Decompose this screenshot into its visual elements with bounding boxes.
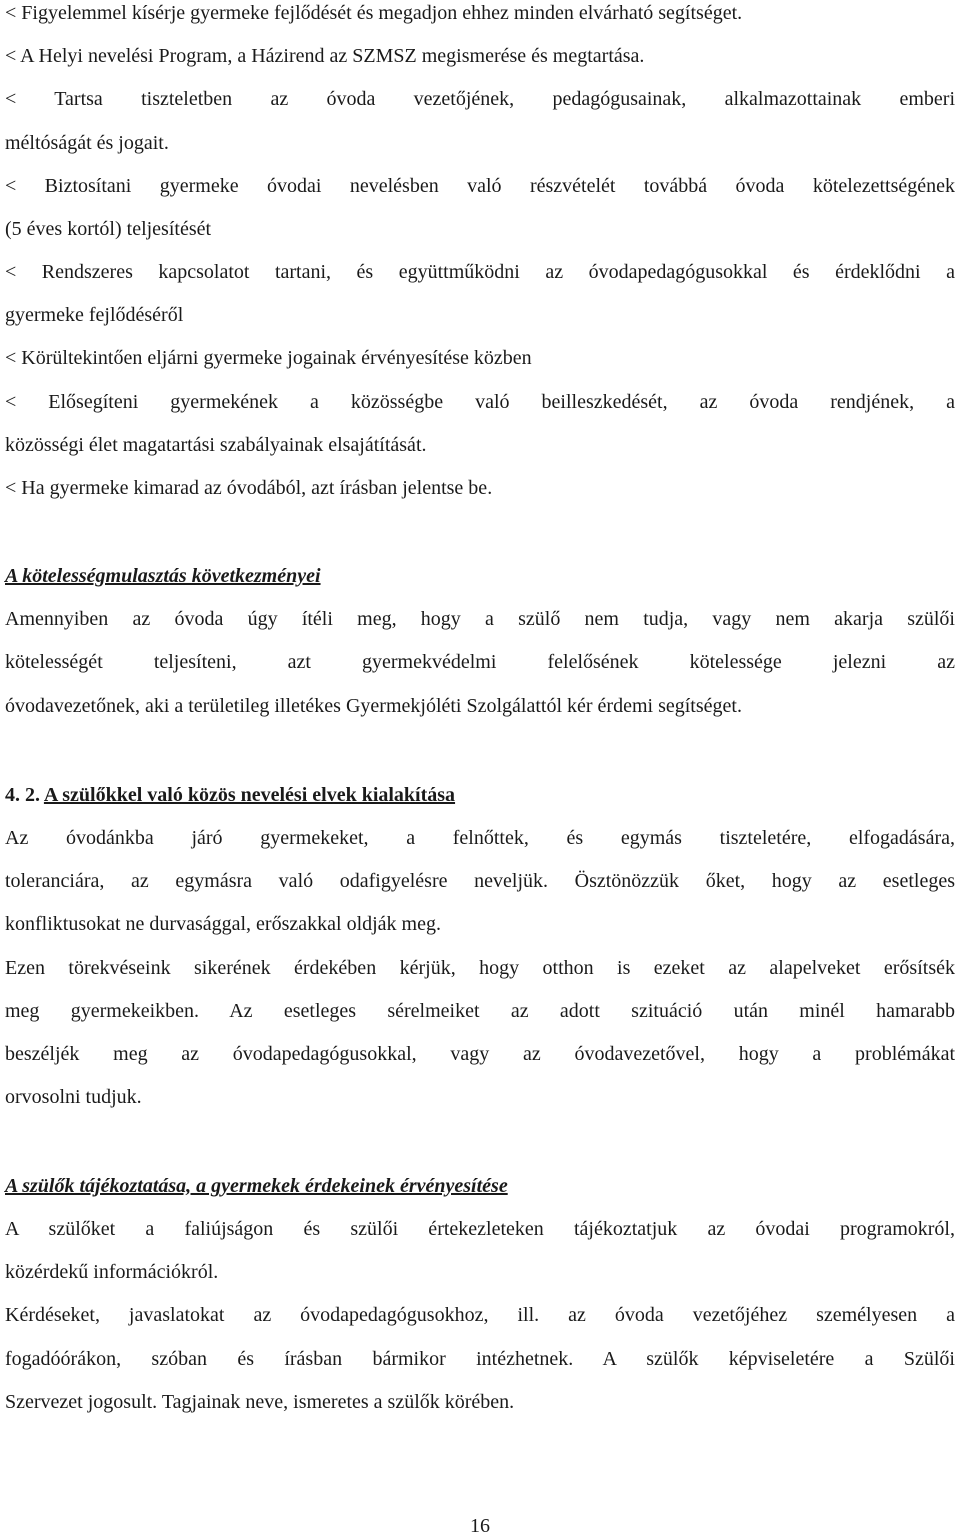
- text-line: (5 éves kortól) teljesítését: [5, 218, 212, 240]
- text-line: fogadóórákon, szóban és írásban bármikor intézhetnek. A szülők képviseletére a Szülői: [5, 1348, 955, 1370]
- text-line: közösségi élet magatartási szabályainak elsajátítását.: [5, 434, 427, 456]
- text-line: konfliktusokat ne durvasággal, erőszakkal oldják meg.: [5, 913, 441, 935]
- section-number: 4. 2.: [5, 784, 44, 806]
- section-heading: A kötelességmulasztás következményei: [5, 565, 321, 587]
- text-line: orvosolni tudjuk.: [5, 1086, 142, 1108]
- text-line: beszéljék meg az óvodapedagógusokkal, vagy az óvodavezetővel, hogy a problémákat: [5, 1043, 955, 1065]
- list-item: < Biztosítani gyermeke óvodai nevelésben való részvételét továbbá óvoda kötelezettségének: [5, 175, 955, 197]
- text-line: méltóságát és jogait.: [5, 132, 169, 154]
- text-line: A szülőket a faliújságon és szülői értekezleteken tájékoztatjuk az óvodai programokról,: [5, 1218, 955, 1240]
- text-line: Szervezet jogosult. Tagjainak neve, ismeretes a szülők körében.: [5, 1391, 515, 1413]
- list-item: < Figyelemmel kísérje gyermeke fejlődését és megadjon ehhez minden elvárható segítséget.: [5, 2, 743, 24]
- text-line: Ezen törekvéseink sikerének érdekében kérjük, hogy otthon is ezeket az alapelveket erősítsék: [5, 957, 955, 979]
- list-item: < Körültekintően eljárni gyermeke jogainak érvényesítése közben: [5, 347, 532, 369]
- list-item: < Tartsa tiszteletben az óvoda vezetőjének, pedagógusainak, alkalmazottainak emberi: [5, 88, 955, 110]
- text-line: gyermeke fejlődéséről: [5, 304, 184, 326]
- list-item: < Rendszeres kapcsolatot tartani, és együttműködni az óvodapedagógusokkal és érdeklődni a: [5, 261, 955, 283]
- text-line: toleranciára, az egymásra való odafigyelésre neveljük. Ösztönözzük őket, hogy az esetleges: [5, 870, 955, 892]
- text-line: Amennyiben az óvoda úgy ítéli meg, hogy a szülő nem tudja, vagy nem akarja szülői: [5, 608, 955, 630]
- section-title: A szülőkkel való közös nevelési elvek kialakítása: [43, 784, 456, 806]
- list-item: < Ha gyermeke kimarad az óvodából, azt írásban jelentse be.: [5, 477, 493, 499]
- text-line: kötelességét teljesíteni, azt gyermekvédelmi felelősének kötelessége jelezni az: [5, 651, 955, 673]
- section-heading: A szülők tájékoztatása, a gyermekek érdekeinek érvényesítése: [5, 1175, 508, 1197]
- text-line: Kérdéseket, javaslatokat az óvodapedagógusokhoz, ill. az óvoda vezetőjéhez személyesen a: [5, 1304, 955, 1326]
- list-item: < Elősegíteni gyermekének a közösségbe való beilleszkedését, az óvoda rendjének, a: [5, 391, 955, 413]
- page-number: 16: [470, 1515, 490, 1537]
- section-heading: [5, 782, 955, 808]
- text-line: óvodavezetőnek, aki a területileg illetékes Gyermekjóléti Szolgálattól kér érdemi segítséget.: [5, 695, 742, 717]
- text-line: Az óvodánkba járó gyermekeket, a felnőttek, és egymás tiszteletére, elfogadására,: [5, 827, 955, 849]
- text-line: meg gyermekeikben. Az esetleges sérelmeiket az adott szituáció után minél hamarabb: [5, 1000, 955, 1022]
- text-line: közérdekű információkról.: [5, 1261, 219, 1283]
- list-item: < A Helyi nevelési Program, a Házirend az SZMSZ megismerése és megtartása.: [5, 45, 645, 67]
